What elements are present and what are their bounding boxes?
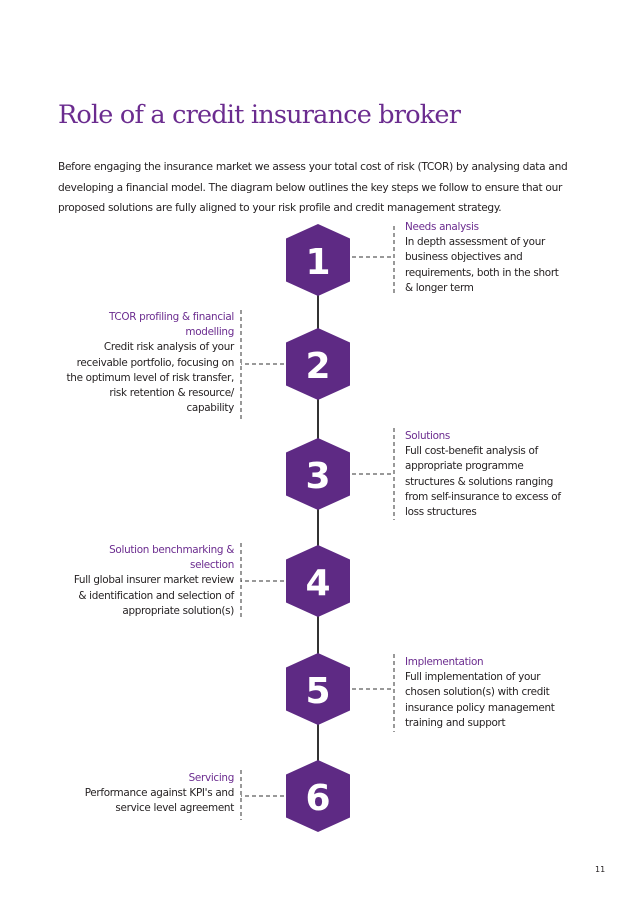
- connector-step-2: [241, 310, 284, 420]
- step-1-text: [405, 220, 565, 296]
- step-5-text: [405, 655, 565, 731]
- step-4-text: [64, 543, 234, 619]
- connector-step-1: [352, 226, 394, 296]
- connector-step-5: [352, 654, 394, 732]
- step-2-description: Credit risk analysis of your receivable portfolio, focusing on the optimum level of risk transfer, risk retention & resource/ capability: [66, 341, 234, 415]
- step-2-title: TCOR profiling & financial modelling: [108, 311, 234, 339]
- hexagon-step-1: [286, 224, 350, 296]
- step-1-description: In depth assessment of your business objectives and requirements, both in the short & longer term: [405, 236, 559, 294]
- connector-step-6: [241, 770, 284, 820]
- step-6-description: Performance against KPI's and service level agreement: [84, 787, 234, 815]
- step-number-5: 5: [305, 671, 331, 712]
- intro-paragraph: Before engaging the insurance market we assess your total cost of risk (TCOR) by analysing data and developing a financial model. The diagram below outlines the key steps we follow to ensure that our proposed solutions are fully aligned to your risk profile and credit management strategy.: [58, 161, 568, 214]
- connector-step-3: [352, 428, 394, 520]
- step-number-6: 6: [305, 778, 331, 819]
- step-number-3: 3: [305, 456, 331, 497]
- hexagon-step-6: [286, 760, 350, 832]
- hexagon-step-2: [286, 328, 350, 400]
- step-6-text: [64, 771, 234, 817]
- step-3-text: [405, 429, 567, 520]
- step-6-title: Servicing: [188, 772, 234, 784]
- step-number-1: 1: [305, 242, 331, 283]
- step-4-description: Full global insurer market review & identification and selection of appropriate solution(s): [73, 574, 234, 617]
- step-5-description: Full implementation of your chosen solution(s) with credit insurance policy management training and support: [405, 671, 555, 729]
- connector-step-4: [241, 543, 284, 620]
- hexagon-step-4: [286, 545, 350, 617]
- step-2-text: [64, 310, 234, 416]
- hexagon-step-5: [286, 653, 350, 725]
- step-3-title: Solutions: [405, 430, 451, 442]
- page-number: 11: [595, 865, 606, 874]
- step-number-2: 2: [305, 346, 331, 387]
- step-3-description: Full cost-benefit analysis of appropriate programme structures & solutions ranging from self-insurance to excess of loss structures: [405, 445, 561, 519]
- step-4-title: Solution benchmarking & selection: [109, 544, 234, 572]
- step-1-title: Needs analysis: [405, 221, 479, 233]
- hexagon-step-3: [286, 438, 350, 510]
- step-number-4: 4: [305, 563, 331, 604]
- page-title: Role of a credit insurance broker: [58, 100, 461, 130]
- step-5-title: Implementation: [405, 656, 484, 668]
